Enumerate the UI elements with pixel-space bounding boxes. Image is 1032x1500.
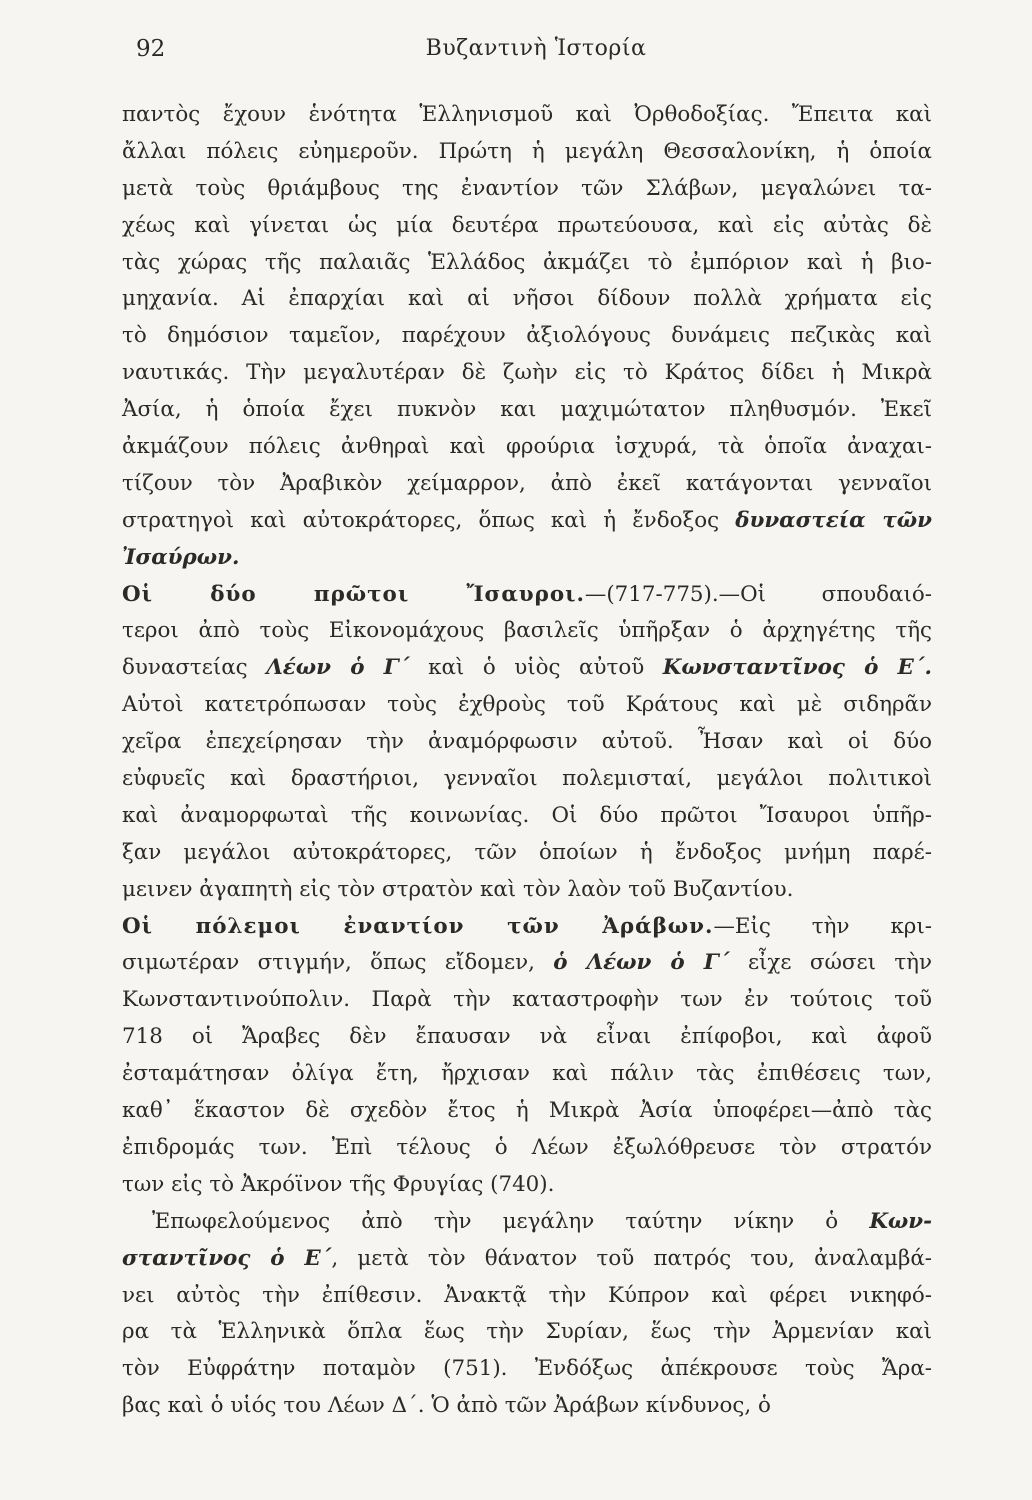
text-line [122,503,932,540]
text-line [122,872,932,909]
text-run: ναυτικάς. Τὴν μεγαλυτέραν δὲ ζωὴν εἰς τὸ Κράτος δίδει ἡ Μικρὰ [122,360,932,386]
text-line [122,613,932,650]
text-line [122,1388,932,1425]
page-number: 92 [136,36,166,62]
text-run: τεροι ἀπὸ τοὺς Εἰκονομάχους βασιλεῖς ὑπῆρξαν ὁ ἀρχηγέτης τῆς [122,618,932,644]
text-run: Αὐτοὶ κατετρόπωσαν τοὺς ἐχθροὺς τοῦ Κράτους καὶ μὲ σιδηρᾶν [122,692,932,718]
paragraph [122,577,932,909]
text-line [122,1314,932,1351]
paragraph [122,97,932,577]
text-line [122,97,932,134]
text-run: βας καὶ ὁ υἱός του Λέων Δ΄. Ὁ ἀπὸ τῶν Ἀράβων κίνδυνος, ὁ [122,1393,771,1419]
text-run: νει αὐτὸς τὴν ἐπίθεσιν. Ἀνακτᾷ τὴν Κύπρον καὶ φέρει νικηφό- [122,1282,932,1308]
text-run: μετὰ τοὺς θριάμβους της ἐναντίον τῶν Σλάβων, μεγαλώνει τα- [122,175,932,201]
text-line [122,724,932,761]
text-run: τὸ δημόσιον ταμεῖον, παρέχουν ἀξιολόγους δυνάμεις πεζικὰς καὶ [122,323,932,349]
text-line [122,1056,932,1093]
text-run: δυναστείας [122,655,267,681]
text-run: σιμωτέραν στιγμήν, ὅπως εἴδομεν, [122,950,554,976]
text-line [122,318,932,355]
text-line [122,577,932,614]
paragraph [122,1204,932,1425]
emphasized-name: δυναστεία τῶν [735,507,932,533]
emphasized-name: Λέων ὁ Γ΄ [266,655,410,681]
text-line [122,466,932,503]
text-line [122,281,932,318]
text-line [122,245,932,282]
text-run: ἀκμάζουν πόλεις ἀνθηραὶ καὶ φρούρια ἰσχυρά, τὰ ὁποῖα ἀναχαι- [122,434,932,460]
text-line [122,1204,932,1241]
text-line [122,687,932,724]
text-line [122,208,932,245]
page-header [136,36,936,70]
text-line [122,798,932,835]
text-run: καὶ ἀναμορφωταὶ τῆς κοινωνίας. Οἱ δύο πρῶτοι Ἴσαυροι ὑπῆρ- [122,802,932,828]
text-line [122,835,932,872]
emphasized-name: Ἰσαύρων. [122,544,240,570]
body-text [122,97,932,1425]
text-run: ρα τὰ Ἑλληνικὰ ὅπλα ἕως τὴν Συρίαν, ἕως τὴν Ἀρμενίαν καὶ [122,1319,932,1345]
text-run: των εἰς τὸ Ἀκρόϊνον τῆς Φρυγίας (740). [122,1171,555,1197]
text-run: χέως καὶ γίνεται ὡς μία δευτέρα πρωτεύουσα, καὶ εἰς αὐτὰς δὲ [122,212,932,238]
text-line [122,909,932,946]
text-run: μεινεν ἀγαπητὴ εἰς τὸν στρατὸν καὶ τὸν λαὸν τοῦ Βυζαντίου. [122,876,794,902]
text-run: καθ᾿ ἕκαστον δὲ σχεδὸν ἔτος ἡ Μικρὰ Ἀσία ὑποφέρει—ἀπὸ τὰς [122,1098,932,1124]
text-line [122,540,932,577]
section-heading: Οἱ πόλεμοι ἐναντίον τῶν Ἀράβων. [122,913,714,939]
text-run: —Εἰς τὴν κρι- [713,913,933,939]
emphasized-name: σταντῖνος ὁ Ε΄ [122,1245,332,1271]
text-line [122,1019,932,1056]
text-run: τὸν Εὐφράτην ποταμὸν (751). Ἐνδόξως ἀπέκρουσε τοὺς Ἄρα- [122,1356,932,1382]
text-line [122,1093,932,1130]
emphasized-name: Κων- [869,1208,932,1234]
text-line [122,429,932,466]
text-run: Κωνσταντινούπολιν. Παρὰ τὴν καταστροφὴν των ἐν τούτοις τοῦ [122,987,932,1013]
text-line [122,1167,932,1204]
text-run: ἐσταμάτησαν ὀλίγα ἔτη, ἤρχισαν καὶ πάλιν τὰς ἐπιθέσεις των, [122,1061,932,1087]
text-line [122,355,932,392]
paragraph [122,909,932,1204]
text-run: 718 οἱ Ἄραβες δὲν ἔπαυσαν νὰ εἶναι ἐπίφοβοι, καὶ ἀφοῦ [122,1024,932,1050]
text-run: μηχανία. Αἱ ἐπαρχίαι καὶ αἱ νῆσοι δίδουν πολλὰ χρήματα εἰς [122,286,932,312]
text-line [122,171,932,208]
text-line [122,1351,932,1388]
running-title: Βυζαντινὴ Ἱστορία [425,36,647,61]
text-run: χεῖρα ἐπεχείρησαν τὴν ἀναμόρφωσιν αὐτοῦ. Ἦσαν καὶ οἱ δύο [122,729,932,755]
text-run: εὐφυεῖς καὶ δραστήριοι, γενναῖοι πολεμισταί, μεγάλοι πολιτικοὶ [122,766,932,792]
text-run: παντὸς ἔχουν ἑνότητα Ἑλληνισμοῦ καὶ Ὀρθοδοξίας. Ἔπειτα καὶ [122,102,932,127]
text-run: τὰς χώρας τῆς παλαιᾶς Ἑλλάδος ἀκμάζει τὸ ἐμπόριον καὶ ἡ βιο- [122,249,932,275]
text-line [122,945,932,982]
text-line [122,982,932,1019]
text-run: στρατηγοὶ καὶ αὐτοκράτορες, ὅπως καὶ ἡ ἔνδοξος [122,507,736,533]
text-line [122,134,932,171]
text-line [122,761,932,798]
text-run: τίζουν τὸν Ἀραβικὸν χείμαρρον, ἀπὸ ἐκεῖ κατάγονται γενναῖοι [122,470,932,496]
text-line [122,650,932,687]
text-line [122,1241,932,1278]
emphasized-name: ὁ Λέων ὁ Γ΄ [553,950,730,976]
section-heading: Οἱ δύο πρῶτοι Ἴσαυροι. [122,581,585,607]
text-run: Ἐπωφελούμενος ἀπὸ τὴν μεγάλην ταύτην νίκην ὁ [152,1208,870,1234]
emphasized-name: Κωνσταντῖνος ὁ Ε΄. [662,655,932,681]
text-line [122,1130,932,1167]
text-run: ἄλλαι πόλεις εὐημεροῦν. Πρώτη ἡ μεγάλη Θεσσαλονίκη, ἡ ὁποία [122,138,932,164]
text-run: —(717-775).—Οἱ σπουδαιό- [584,581,932,607]
text-run: καὶ ὁ υἱὸς αὐτοῦ [409,655,663,681]
text-run: ἐπιδρομάς των. Ἐπὶ τέλους ὁ Λέων ἐξωλόθρευσε τὸν στρατόν [122,1134,932,1160]
text-line [122,392,932,429]
text-run: ξαν μεγάλοι αὐτοκράτορες, τῶν ὁποίων ἡ ἔνδοξος μνήμη παρέ- [122,839,932,865]
text-run: , μετὰ τὸν θάνατον τοῦ πατρός του, ἀναλαμβά- [331,1245,932,1271]
text-line [122,1278,932,1315]
text-run: εἶχε σώσει τὴν [729,950,932,976]
text-run: Ἀσία, ἡ ὁποία ἔχει πυκνὸν και μαχιμώτατον πληθυσμόν. Ἐκεῖ [122,397,932,423]
